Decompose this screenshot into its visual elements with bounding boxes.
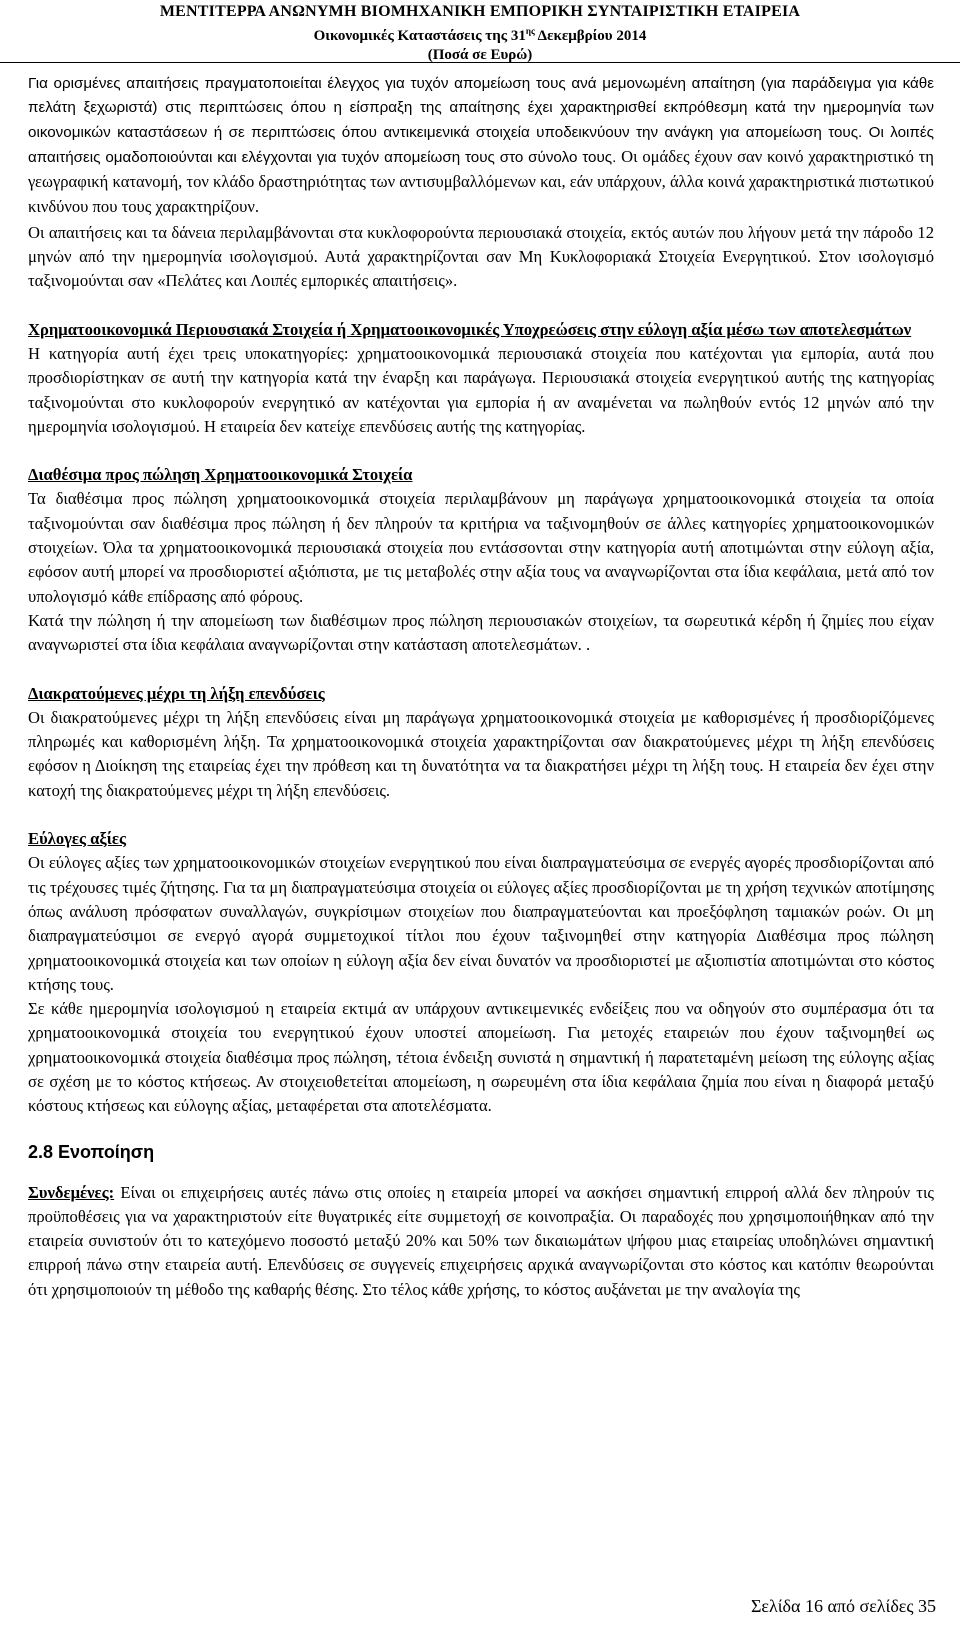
intro-paragraph-2: Οι απαιτήσεις και τα δάνεια περιλαμβάνονται στα κυκλοφορούντα περιουσιακά στοιχεία, εκτός αυτών που λήγουν μετά την πάροδο 12 μηνών από την ημερομηνία ισολογισμού. Αυτά χαρακτηρίζονται σαν Μη Κυκλοφοριακά Στοιχεία Ενεργητικού. Στον ισολογισμό ταξινομούνται σαν «Πελάτες και Λοιπές εμπορικές απαιτήσεις». — [28, 222, 934, 291]
intro-p1b-text: Οι ομάδες έχουν σαν κοινό χαρακτηριστικό τη γεωγραφική κατανομή, τον κλάδο δραστηριότητας των αντισυμβαλλόμενων και, εάν υπάρχουν, άλλα κοινά χαρακτηριστικά πιστωτικού κινδύνου που τους χαρακτηρίζουν. — [28, 146, 934, 217]
statement-prefix: Οικονομικές Καταστάσεις της 31 — [313, 28, 526, 44]
associates-body: Είναι οι επιχειρήσεις αυτές πάνω στις οποίες η εταιρεία μπορεί να ασκήσει σημαντική επιρροή αλλά δεν πληρούν τις προϋποθέσεις για να χαρακτηριστούν είτε θυγατρικές είτε συμμετοχή σε κοινοπραξία. Οι παραδοχές που χρησιμοποιήθηκαν από την εταιρεία συνιστούν ότι το κατεχόμενο ποσοστό μεταξύ 20% και 50% των δικαιωμάτων ψήφου μιας εταιρείας υποδηλώνει σημαντική επιρροή πάνω στην εταιρεία αυτή. Επενδύσεις σε συγγενείς επιχειρήσεις αρχικά αναγνωρίζονται στο κόστος και κατόπιν θεωρούνται ότι χρησιμοποιούν τη μέθοδο της καθαρής θέσης. Στο τέλος κάθε χρήσης, το κόστος αυξάνεται με την αναλογία της — [28, 1182, 934, 1299]
intro-p1-text: Για ορισμένες απαιτήσεις πραγματοποιείται έλεγχος για τυχόν απομείωση τους ανά μεμονωμένη απαίτηση (για παράδειγμα για κάθε πελάτη ξεχωριστά) στις περιπτώσεις όπου η είσπραξη της απαίτησης έχει χαρακτηρισθεί εκπρόθεσμη κατά την ημερομηνία των οικονομικών καταστάσεων ή σε περιπτώσεις όπου αντικειμενικά στοιχεία υποδεικνύουν την ανάγκη για απομείωση τους. Οι λοιπές απαιτήσεις ομαδοποιούνται και ελέγχονται για τυχόν απομείωση τους στο σύνολο τους. — [28, 75, 934, 166]
document-body — [28, 72, 934, 1302]
afs-paragraph-2: Κατά την πώληση ή την απομείωση των διαθέσιμων προς πώληση περιουσιακών στοιχείων, τα σωρευτικά κέρδη ή ζημίες που είχαν αναγνωριστεί στα ίδια κεφάλαια αναγνωρίζονται στην κατάσταση αποτελεσμάτων. . — [28, 610, 934, 655]
spacer — [28, 658, 934, 682]
statement-suffix: Δεκεμβρίου 2014 — [534, 28, 647, 44]
fair-value-paragraph-2: Σε κάθε ημερομηνία ισολογισμού η εταιρεία εκτιμά αν υπάρχουν αντικειμενικές ενδείξεις που να οδηγούν στο συμπέρασμα ότι τα χρηματοοικονομικά στοιχεία του ενεργητικού έχουν υποστεί απομείωση. Για μετοχές εταιρειών που έχουν ταξινομηθεί ως χρηματοοικονομικά στοιχεία διαθέσιμα προς πώληση, τέτοια ένδειξη συνιστά η σημαντική ή παρατεταμένη μείωση της εύλογης αξίας σε σχέση με το κόστος κτήσεως. Αν στοιχειοθετείται απομείωση, η σωρευμένη στα ίδια κεφάλαια ζημία που είναι η διαφορά μεταξύ κόστους κτήσεως και εύλογης αξίας, μεταφέρεται στα αποτελέσματα. — [28, 999, 934, 1116]
company-name: ΜΕΝΤΙΤΕΡΡΑ ΑΝΩΝΥΜΗ ΒΙΟΜΗΧΑΝΙΚΗ ΕΜΠΟΡΙΚΗ ΣΥΝΤΑΙΡΙΣΤΙΚΗ ΕΤΑΙΡΕΙΑ — [159, 3, 801, 20]
spacer — [28, 439, 934, 463]
afs-paragraph-1: Τα διαθέσιμα προς πώληση χρηματοοικονομικά στοιχεία περιλαμβάνουν μη παράγωγα χρηματοοικονομικά στοιχεία τα οποία ταξινομούνται σαν διαθέσιμα προς πώληση ή δεν πληρούν τα κριτήρια να ταξινομηθούν σε άλλες κατηγορίες χρηματοοικονομικών στοιχείων. Όλα τα χρηματοοικονομικά περιουσιακά στοιχεία που εντάσσονται στην κατηγορία αυτή αποτιμώνται στην εύλογη αξία, εφόσον αυτή μπορεί να προσδιοριστεί αξιόπιστα, με τις μεταβολές στην αξία τους να αναγνωρίζονται στα ίδια κεφάλαια, μετά από τον υπολογισμό κάθε επίδρασης από φόρους. — [28, 489, 934, 606]
fvpl-body: Η κατηγορία αυτή έχει τρεις υποκατηγορίες: χρηματοοικονομικά περιουσιακά στοιχεία που κατέχονται για εμπορία, αυτά που προσδιορίστηκαν σε αυτή την κατηγορία κατά την έναρξη και παράγωγα. Περιουσιακά στοιχεία ενεργητικού αυτής της κατηγορίας ταξινομούνται στο κυκλοφορούν ενεργητικό αν κατέχονται για εμπορία ή αν αναμένεται να πωληθούν εντός 12 μηνών από την ημερομηνία ισολογισμού. Η εταιρεία δεν κατείχε επενδύσεις αυτής της κατηγορίας. — [28, 343, 934, 436]
spacer — [28, 803, 934, 827]
currency-note: (Ποσά σε Ευρώ) — [427, 47, 533, 63]
intro-block — [28, 72, 934, 221]
statement-title — [0, 22, 960, 46]
spacer — [28, 1119, 934, 1139]
fair-value-paragraph-1: Οι εύλογες αξίες των χρηματοοικονομικών στοιχείων ενεργητικού που είναι διαπραγματεύσιμα σε ενεργές αγορές προσδιορίζονται από τις τρέχουσες τιμές ζήτησης. Για τα μη διαπραγματεύσιμα στοιχεία οι εύλογες αξίες προσδιορίζονται με τη χρήση τεχνικών αποτίμησης όπως ανάλυση πρόσφατων συναλλαγών, συγκρίσιμων στοιχείων που διαπραγματεύονται και προεξόφληση ταμιακών ροών. Οι μη διαπραγματεύσιμοι σε ενεργό αγορά συμμετοχικοί τίτλοι που έχουν ταξινομηθεί στην κατηγορία Διαθέσιμα προς πώληση χρηματοοικονομικά στοιχεία και των οποίων η εύλογη αξία δεν είναι δυνατόν να προσδιοριστεί με αξιοπιστία αποτιμώνται στο κόστος κτήσης τους. — [28, 853, 934, 994]
htm-heading: Διακρατούμενες μέχρι τη λήξη επενδύσεις — [28, 683, 325, 703]
statement-sup: ης — [525, 26, 535, 36]
section-title: 2.8 Ενοποίηση — [28, 1141, 155, 1162]
associates-paragraph — [28, 1181, 934, 1302]
htm-body: Οι διακρατούμενες μέχρι τη λήξη επενδύσεις είναι μη παράγωγα χρηματοοικονομικά στοιχεία με καθορισμένες ή προσδιορίζόμενες πληρωμές και καθορισμένη λήξη. Τα χρηματοοικονομικά στοιχεία χαρακτηρίζονται σαν διακρατούμενες μέχρι τη λήξη επενδύσεις εφόσον η Διοίκηση της εταιρείας έχει την πρόθεση και τη δυνατότητα να τα διακρατήσει μέχρι τη λήξη τους. Η εταιρεία δεν έχει στην κατοχή της διακρατούμενες μέχρι τη λήξη επενδύσεις. — [28, 707, 934, 800]
spacer — [28, 1165, 934, 1181]
afs-heading: Διαθέσιμα προς πώληση Χρηματοοικονομικά Στοιχεία — [28, 465, 413, 485]
page-header — [0, 2, 960, 65]
header-divider — [0, 62, 960, 63]
spacer — [28, 294, 934, 318]
page-number: Σελίδα 16 από σελίδες 35 — [750, 1596, 936, 1616]
intro-paragraph-1 — [28, 72, 934, 221]
fair-value-heading: Εύλογες αξίες — [28, 829, 127, 849]
fvpl-heading: Χρηματοοικονομικά Περιουσιακά Στοιχεία ή Χρηματοοικονομικές Υποχρεώσεις στην εύλογη αξία μέσω των αποτελεσμάτων — [28, 319, 912, 339]
associates-lead: Συνδεμένες: — [28, 1182, 115, 1202]
